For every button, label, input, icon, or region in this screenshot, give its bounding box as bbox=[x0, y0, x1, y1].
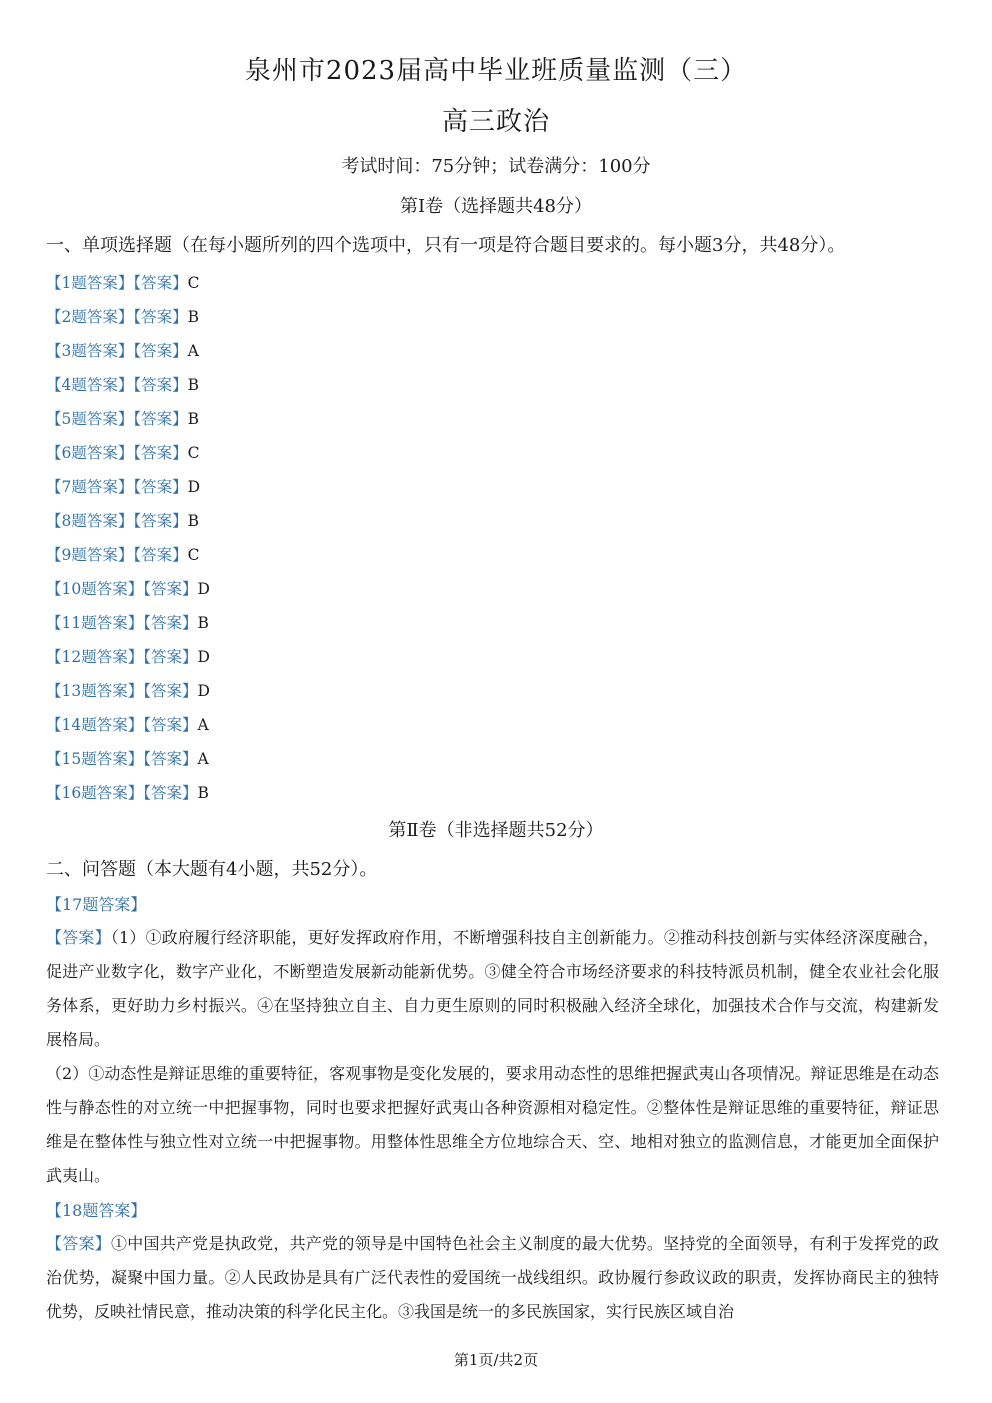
q18-answer-p1 bbox=[46, 1227, 939, 1329]
list-item bbox=[46, 541, 210, 575]
answer-tag: 【答案】 bbox=[133, 308, 188, 326]
answer-tag: 【答案】 bbox=[143, 682, 198, 700]
question-label: 【10题答案】 bbox=[46, 580, 144, 598]
answer-tag: 【答案】 bbox=[143, 716, 198, 734]
list-item bbox=[46, 337, 210, 371]
answer-value: D bbox=[197, 682, 210, 700]
answer-tag: 【答案】 bbox=[143, 784, 198, 802]
answer-tag: 【答案】 bbox=[46, 928, 111, 947]
answer-value: C bbox=[187, 546, 200, 564]
answer-tag: 【答案】 bbox=[143, 614, 198, 632]
question-label: 【1题答案】 bbox=[46, 274, 134, 292]
page-number: 第1页/共2页 bbox=[453, 1351, 539, 1369]
answer-tag: 【答案】 bbox=[133, 512, 188, 530]
question-label: 【16题答案】 bbox=[46, 784, 144, 802]
q17-answer-p2 bbox=[46, 1057, 939, 1193]
answer-text: （1）①政府履行经济职能，更好发挥政府作用，不断增强科技自主创新能力。②推动科技创新与实体经济深度融合，促进产业数字化，数字产业化，不断塑造发展新动能新优势。③健全符合市场经济要求的科技特派员机制，健全农业社会化服务体系，更好助力乡村振兴。④在坚持独立自主、自力更生原则的同时积极融入经济全球化，加强技术合作与交流，构建新发展格局。 bbox=[46, 928, 939, 1049]
answer-value: A bbox=[197, 750, 209, 768]
answer-value: C bbox=[187, 444, 200, 462]
answer-tag: 【答案】 bbox=[133, 410, 188, 428]
answer-value: A bbox=[197, 716, 209, 734]
question-label: 【8题答案】 bbox=[46, 512, 134, 530]
list-item bbox=[46, 677, 210, 711]
answer-text: ①中国共产党是执政党，共产党的领导是中国特色社会主义制度的最大优势。坚持党的全面领导，有利于发挥党的政治优势，凝聚中国力量。②人民政协是具有广泛代表性的爱国统一战线组织。政协履行参政议政的职责，发挥协商民主的独特优势，反映社情民意，推动决策的科学化民主化。③我国是统一的多民族国家，实行民族区域自治 bbox=[46, 1234, 939, 1321]
answer-value: D bbox=[197, 648, 210, 666]
list-item bbox=[46, 779, 210, 813]
section2-title: 二、问答题（本大题有4小题，共52分）。 bbox=[46, 859, 378, 880]
answer-tag: 【答案】 bbox=[143, 580, 198, 598]
q17-answer-p1 bbox=[46, 921, 939, 1057]
answer-tag: 【答案】 bbox=[133, 342, 188, 360]
question-label: 【13题答案】 bbox=[46, 682, 144, 700]
answer-value: B bbox=[197, 614, 209, 632]
list-item bbox=[46, 609, 210, 643]
question-label: 【11题答案】 bbox=[46, 614, 144, 632]
question-label: 【12题答案】 bbox=[46, 648, 144, 666]
question-label: 【7题答案】 bbox=[46, 478, 134, 496]
question-label: 【2题答案】 bbox=[46, 308, 134, 326]
answer-value: B bbox=[187, 410, 200, 428]
answer-tag: 【答案】 bbox=[133, 546, 188, 564]
answer-tag: 【答案】 bbox=[143, 648, 198, 666]
question-label: 【14题答案】 bbox=[46, 716, 144, 734]
answer-tag: 【答案】 bbox=[133, 376, 188, 394]
exam-info: 考试时间：75分钟；试卷满分：100分 bbox=[341, 156, 651, 177]
answer-value: B bbox=[187, 308, 200, 326]
list-item bbox=[46, 269, 210, 303]
answer-value: B bbox=[187, 512, 200, 530]
list-item bbox=[46, 507, 210, 541]
answer-tag: 【答案】 bbox=[133, 274, 188, 292]
list-item bbox=[46, 711, 210, 745]
question-label: 【3题答案】 bbox=[46, 342, 134, 360]
list-item bbox=[46, 371, 210, 405]
list-item bbox=[46, 745, 210, 779]
list-item bbox=[46, 473, 210, 507]
answer-value: A bbox=[187, 342, 199, 360]
answer-value: D bbox=[187, 478, 201, 496]
q18-label: 【18题答案】 bbox=[46, 1201, 147, 1220]
answer-text: （2）①动态性是辩证思维的重要特征，客观事物是变化发展的，要求用动态性的思维把握武夷山各项情况。辩证思维是在动态性与静态性的对立统一中把握事物，同时也要求把握好武夷山各种资源相对稳定性。②整体性是辩证思维的重要特征，辩证思维是在整体性与独立性对立统一中把握事物。用整体性思维全方位地综合天、空、地相对独立的监测信息，才能更加全面保护武夷山。 bbox=[46, 1064, 939, 1185]
question-label: 【9题答案】 bbox=[46, 546, 134, 564]
question-label: 【15题答案】 bbox=[46, 750, 144, 768]
answer-value: B bbox=[197, 784, 209, 802]
q17-label: 【17题答案】 bbox=[46, 895, 147, 914]
list-item bbox=[46, 405, 210, 439]
list-item bbox=[46, 575, 210, 609]
question-label: 【5题答案】 bbox=[46, 410, 134, 428]
answer-tag: 【答案】 bbox=[143, 750, 198, 768]
document-title: 泉州市2023届高中毕业班质量监测（三） bbox=[244, 56, 748, 86]
part2-heading: 第Ⅱ卷（非选择题共52分） bbox=[388, 820, 604, 841]
answer-tag: 【答案】 bbox=[133, 444, 188, 462]
list-item bbox=[46, 439, 210, 473]
question-label: 【6题答案】 bbox=[46, 444, 134, 462]
answer-value: B bbox=[187, 376, 200, 394]
answer-value: C bbox=[187, 274, 200, 292]
answer-list bbox=[46, 269, 210, 813]
answer-tag: 【答案】 bbox=[46, 1234, 111, 1253]
list-item bbox=[46, 303, 210, 337]
question-label: 【4题答案】 bbox=[46, 376, 134, 394]
list-item bbox=[46, 643, 210, 677]
answer-tag: 【答案】 bbox=[133, 478, 188, 496]
subject-title: 高三政治 bbox=[441, 107, 550, 137]
answer-value: D bbox=[197, 580, 210, 598]
part1-heading: 第Ⅰ卷（选择题共48分） bbox=[399, 196, 592, 217]
section1-title: 一、单项选择题（在每小题所列的四个选项中，只有一项是符合题目要求的。每小题3分，共48分）。 bbox=[46, 235, 846, 256]
